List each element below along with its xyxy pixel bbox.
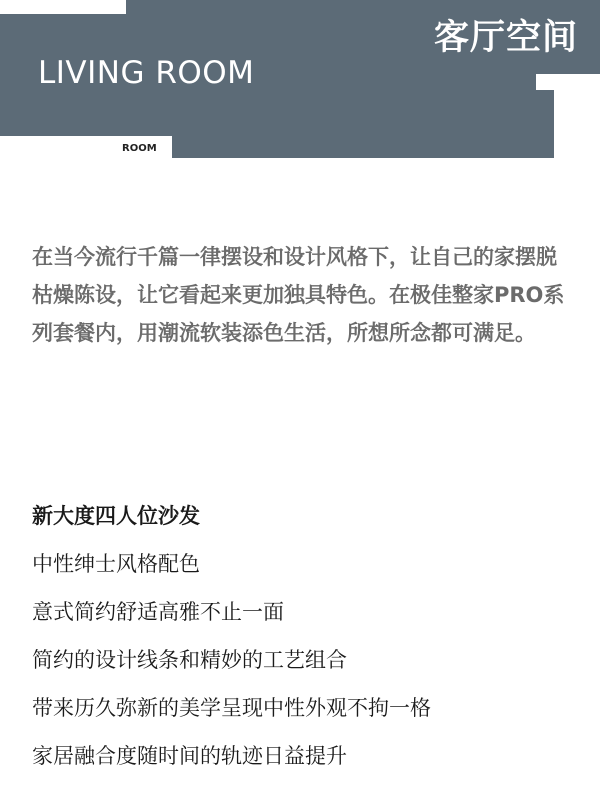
banner-block — [172, 136, 554, 158]
page-title-chinese: 客厅空间 — [433, 18, 578, 58]
intro-paragraph: 在当今流行千篇一律摆设和设计风格下，让自己的家摆脱枯燥陈设，让它看起来更加独具特色。在极佳整家PRO系列套餐内，用潮流软装添色生活，所想所念都可满足。 — [32, 245, 565, 345]
header-banner — [0, 0, 600, 160]
feature-heading: 新大度四人位沙发 — [32, 504, 200, 528]
banner-block — [536, 90, 554, 136]
room-tag-label: ROOM — [122, 143, 157, 154]
feature-item: 中性绅士风格配色 — [32, 552, 200, 576]
feature-item: 家居融合度随时间的轨迹日益提升 — [32, 744, 347, 768]
feature-list — [32, 492, 582, 780]
page-title-english: LIVING ROOM — [38, 55, 255, 91]
feature-item: 意式简约舒适高雅不止一面 — [32, 600, 284, 624]
feature-item: 带来历久弥新的美学呈现中性外观不拘一格 — [32, 696, 431, 720]
feature-item: 简约的设计线条和精妙的工艺组合 — [32, 648, 347, 672]
